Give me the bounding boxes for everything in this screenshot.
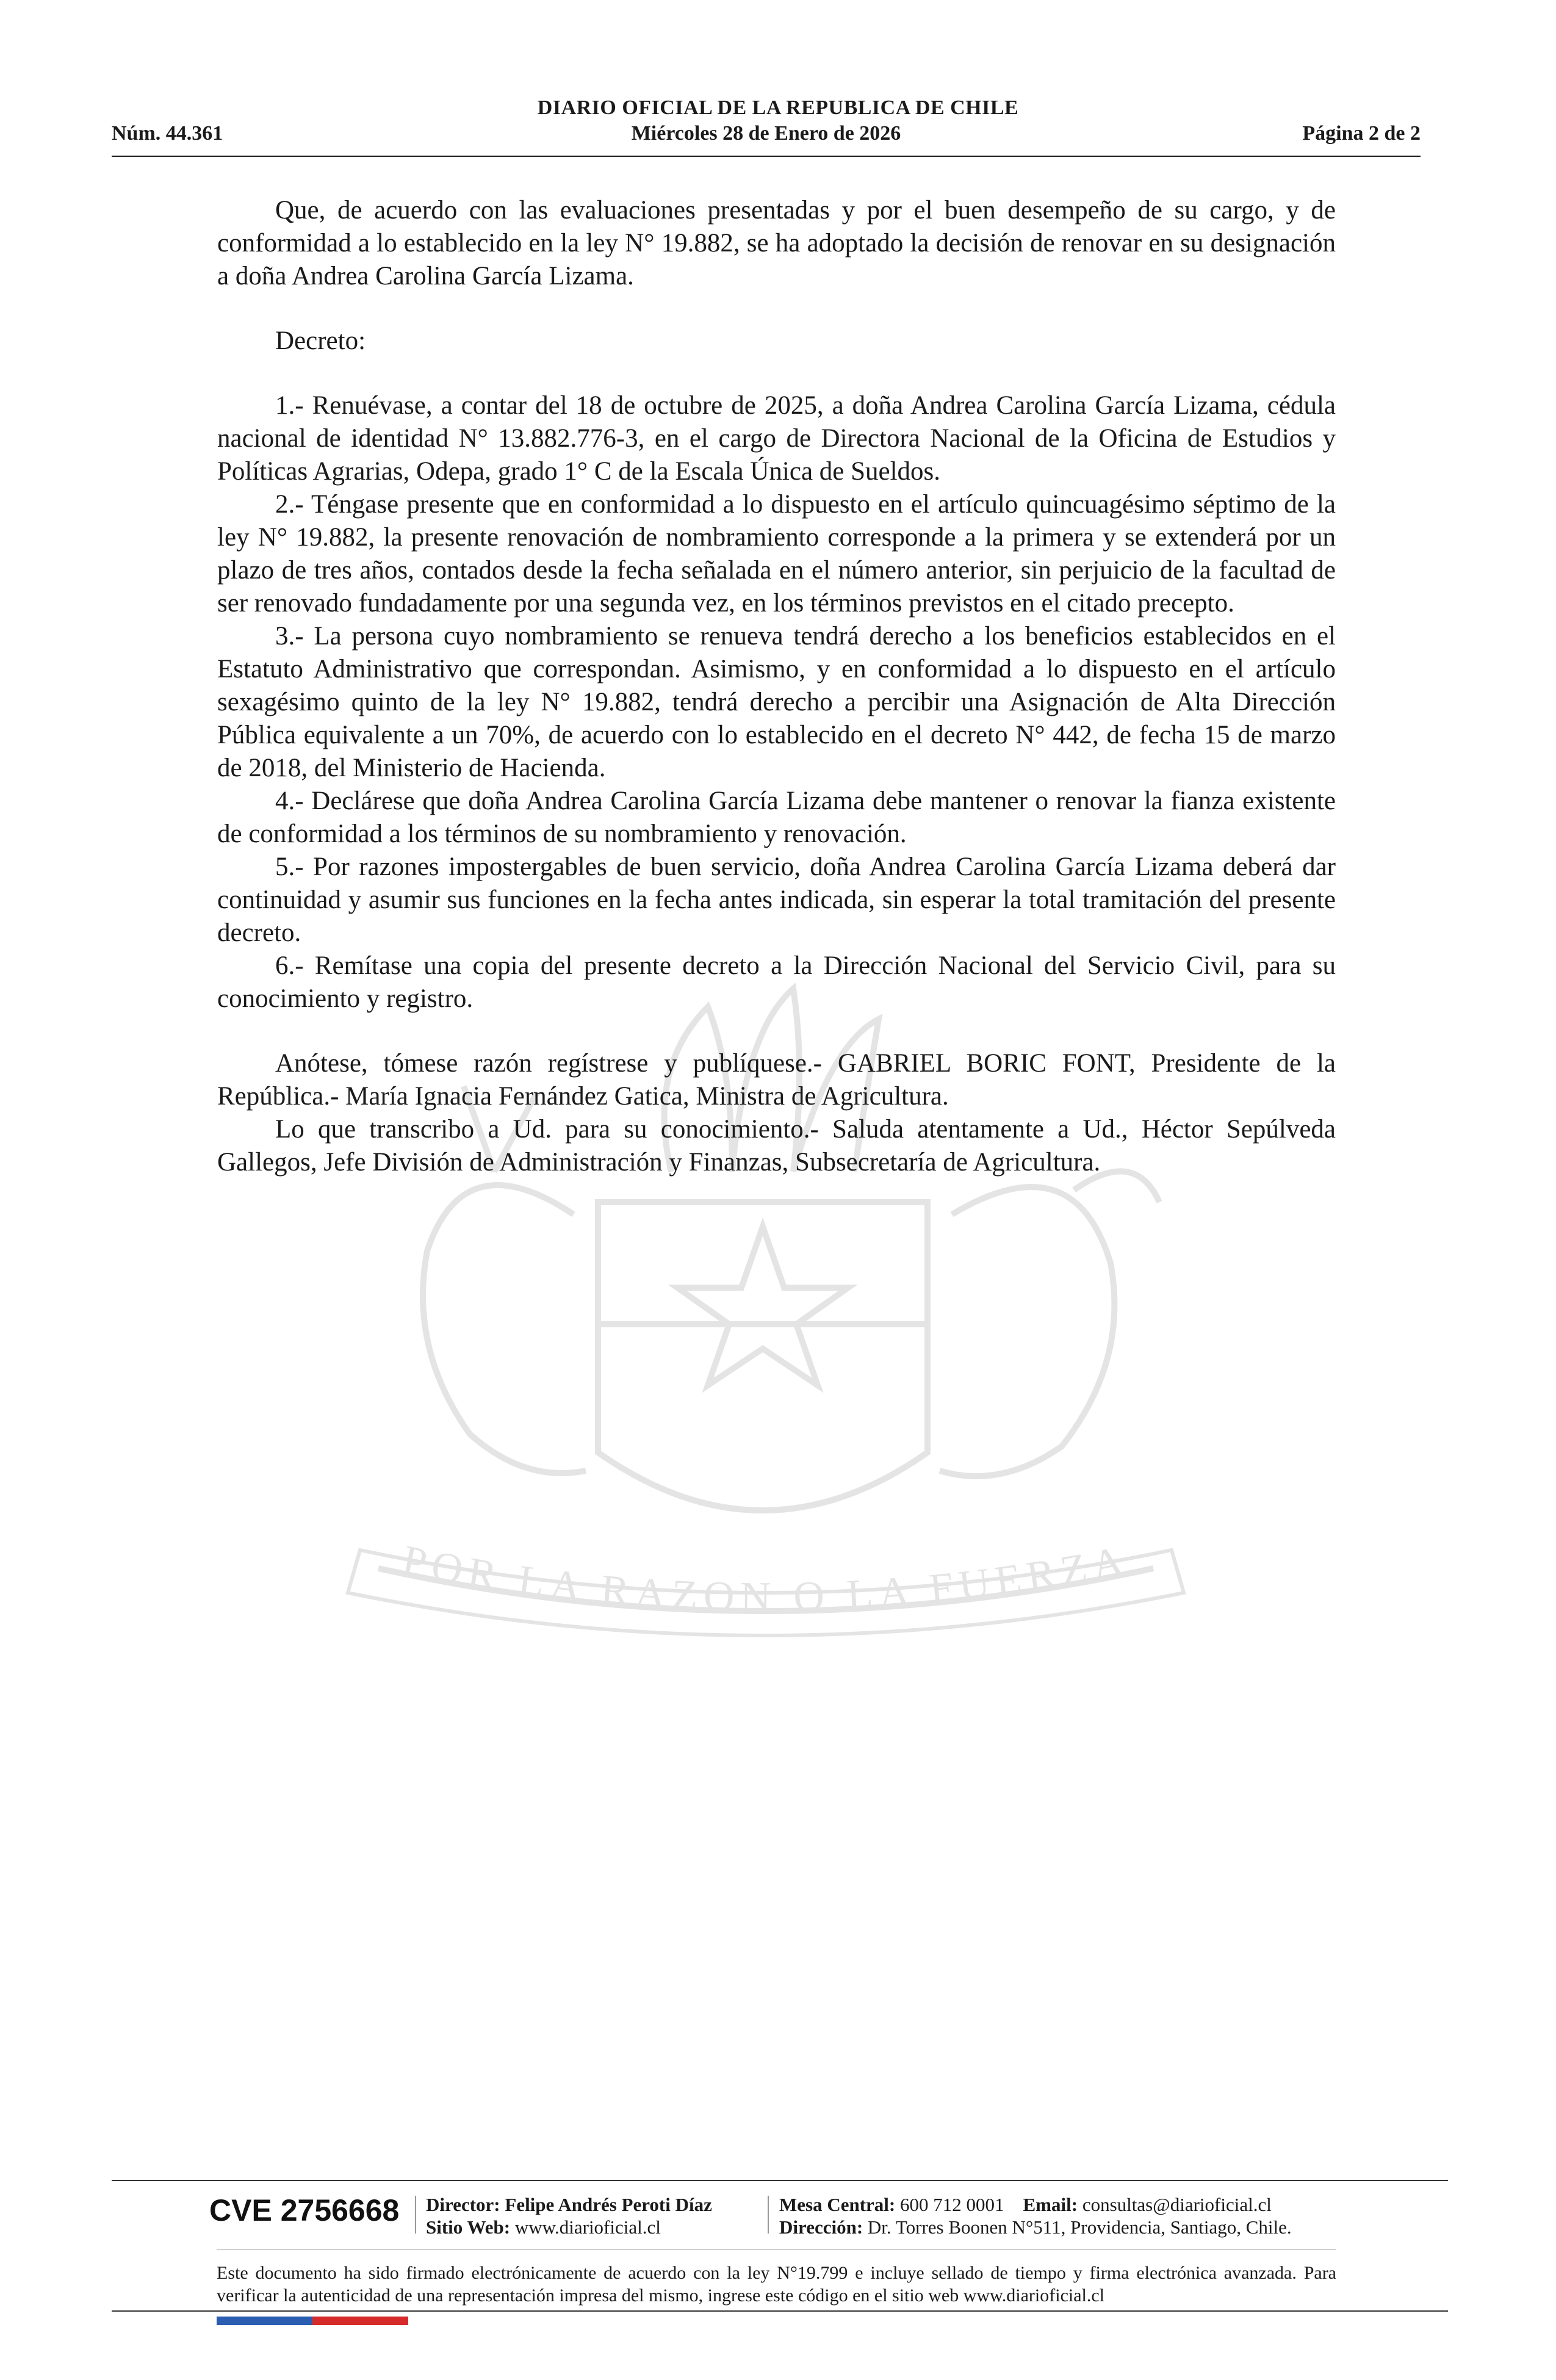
mesa-phone: 600 712 0001 [900,2194,1004,2215]
transcription-note: Lo que transcribo a Ud. para su conocimiento.- Saluda atentamente a Ud., Héctor Sepúlveda Gallegos, Jefe División de Administración y Finanzas, Subsecretaría de Agricultura. [217,1115,1336,1177]
issue-date: Miércoles 28 de Enero de 2026 [631,122,901,145]
article-3: 3.- La persona cuyo nombramiento se renueva tendrá derecho a los beneficios establecidos en el Estatuto Administrativo que correspondan. Asimismo, y en conformidad a lo dispuesto en el artículo sexagésimo quinto de la ley N° 19.882, tendrá derecho a percibir una Asignación de Alta Dirección Pública equivalente a un 70%, de acuerdo con lo establecido en el decreto N° 442, de fecha 15 de marzo de 2018, del Ministerio de Hacienda. [217,622,1336,782]
closing-signatures: Anótese, tómese razón regístrese y publíquese.- GABRIEL BORIC FONT, Presidente de la República.- María Ignacia Fernández Gatica, Ministra de Agricultura. [217,1049,1336,1111]
issue-number: Núm. 44.361 [112,122,223,145]
article-2: 2.- Téngase presente que en conformidad a lo dispuesto en el artículo quincuagésimo séptimo de la ley N° 19.882, la presente renovación de nombramiento corresponde a la primera y se extenderá por un plazo de tres años, contados desde la fecha señalada en el número anterior, sin perjuicio de la facultad de ser renovado fundadamente por una segunda vez, en los términos previstos en el citado precepto. [217,490,1336,618]
signature-notice: Este documento ha sido firmado electrónicamente de acuerdo con la ley N°19.799 e incluye sellado de tiempo y firma electrónica avanzada. Para verificar la autenticidad de una representación impresa del mismo, ingrese este código en el sitio web www.diarioficial.cl [217,2263,1336,2306]
condor-figure [940,1187,1114,1476]
footer-divider-mid [217,2249,1336,2250]
svg-text:POR LA RAZON O LA FUERZA [398,1537,1133,1621]
flag-stripe-blue [217,2317,312,2325]
footer-contact-block [779,2193,1292,2238]
director-name: Felipe Andrés Peroti Díaz [505,2194,712,2215]
email-link[interactable]: consultas@diarioficial.cl [1082,2194,1272,2215]
site-link[interactable]: www.diarioficial.cl [514,2216,661,2238]
footer-divider-bottom [112,2310,1448,2312]
considerando-paragraph: Que, de acuerdo con las evaluaciones presentadas y por el buen desempeño de su cargo, y de conformidad a lo establecido en la ley N° 19.882, se ha adoptado la decisión de renovar en su designación a doña Andrea Carolina García Lizama. [217,196,1336,290]
footer-separator [415,2196,416,2234]
decreto-heading: Decreto: [275,326,366,355]
flag-stripe-red [312,2317,408,2325]
page-indicator: Página 2 de 2 [1302,122,1421,145]
article-4: 4.- Declárese que doña Andrea Carolina García Lizama debe mantener o renovar la fianza existente de conformidad a los términos de su nombramiento y renovación. [217,787,1336,848]
star-emblem [677,1227,848,1385]
email-label: Email: [1023,2194,1078,2215]
publication-title: DIARIO OFICIAL DE LA REPUBLICA DE CHILE [537,96,1019,119]
motto-text: POR LA RAZON O LA FUERZA [398,1536,1134,1621]
huemul-figure [423,1185,586,1473]
site-label: Sitio Web: [426,2216,511,2238]
address-label: Dirección: [779,2216,863,2238]
footer-divider-top [112,2180,1448,2181]
cve-code: CVE 2756668 [209,2193,400,2227]
mesa-label: Mesa Central: [779,2194,896,2215]
address-value: Dr. Torres Boonen N°511, Providencia, Santiago, Chile. [867,2216,1292,2238]
director-label: Director: [426,2194,500,2215]
article-1: 1.- Renuévase, a contar del 18 de octubre de 2025, a doña Andrea Carolina García Lizama, cédula nacional de identidad N° 13.882.776-3, en el cargo de Directora Nacional de la Oficina de Estudios y Políticas Agrarias, Odepa, grado 1° C de la Escala Única de Sueldos. [217,391,1336,486]
decree-body [217,194,1336,1179]
footer-director-block [426,2193,712,2238]
header-row [112,122,1421,149]
header-divider [112,156,1421,157]
shield-shape [598,1202,927,1510]
footer-separator [768,2196,769,2234]
article-5: 5.- Por razones impostergables de buen servicio, doña Andrea Carolina García Lizama deberá dar continuidad y asumir sus funciones en la fecha antes indicada, sin esperar la total tramitación del presente decreto. [217,853,1336,947]
article-6: 6.- Remítase una copia del presente decreto a la Dirección Nacional del Servicio Civil, para su conocimiento y registro. [217,951,1336,1013]
